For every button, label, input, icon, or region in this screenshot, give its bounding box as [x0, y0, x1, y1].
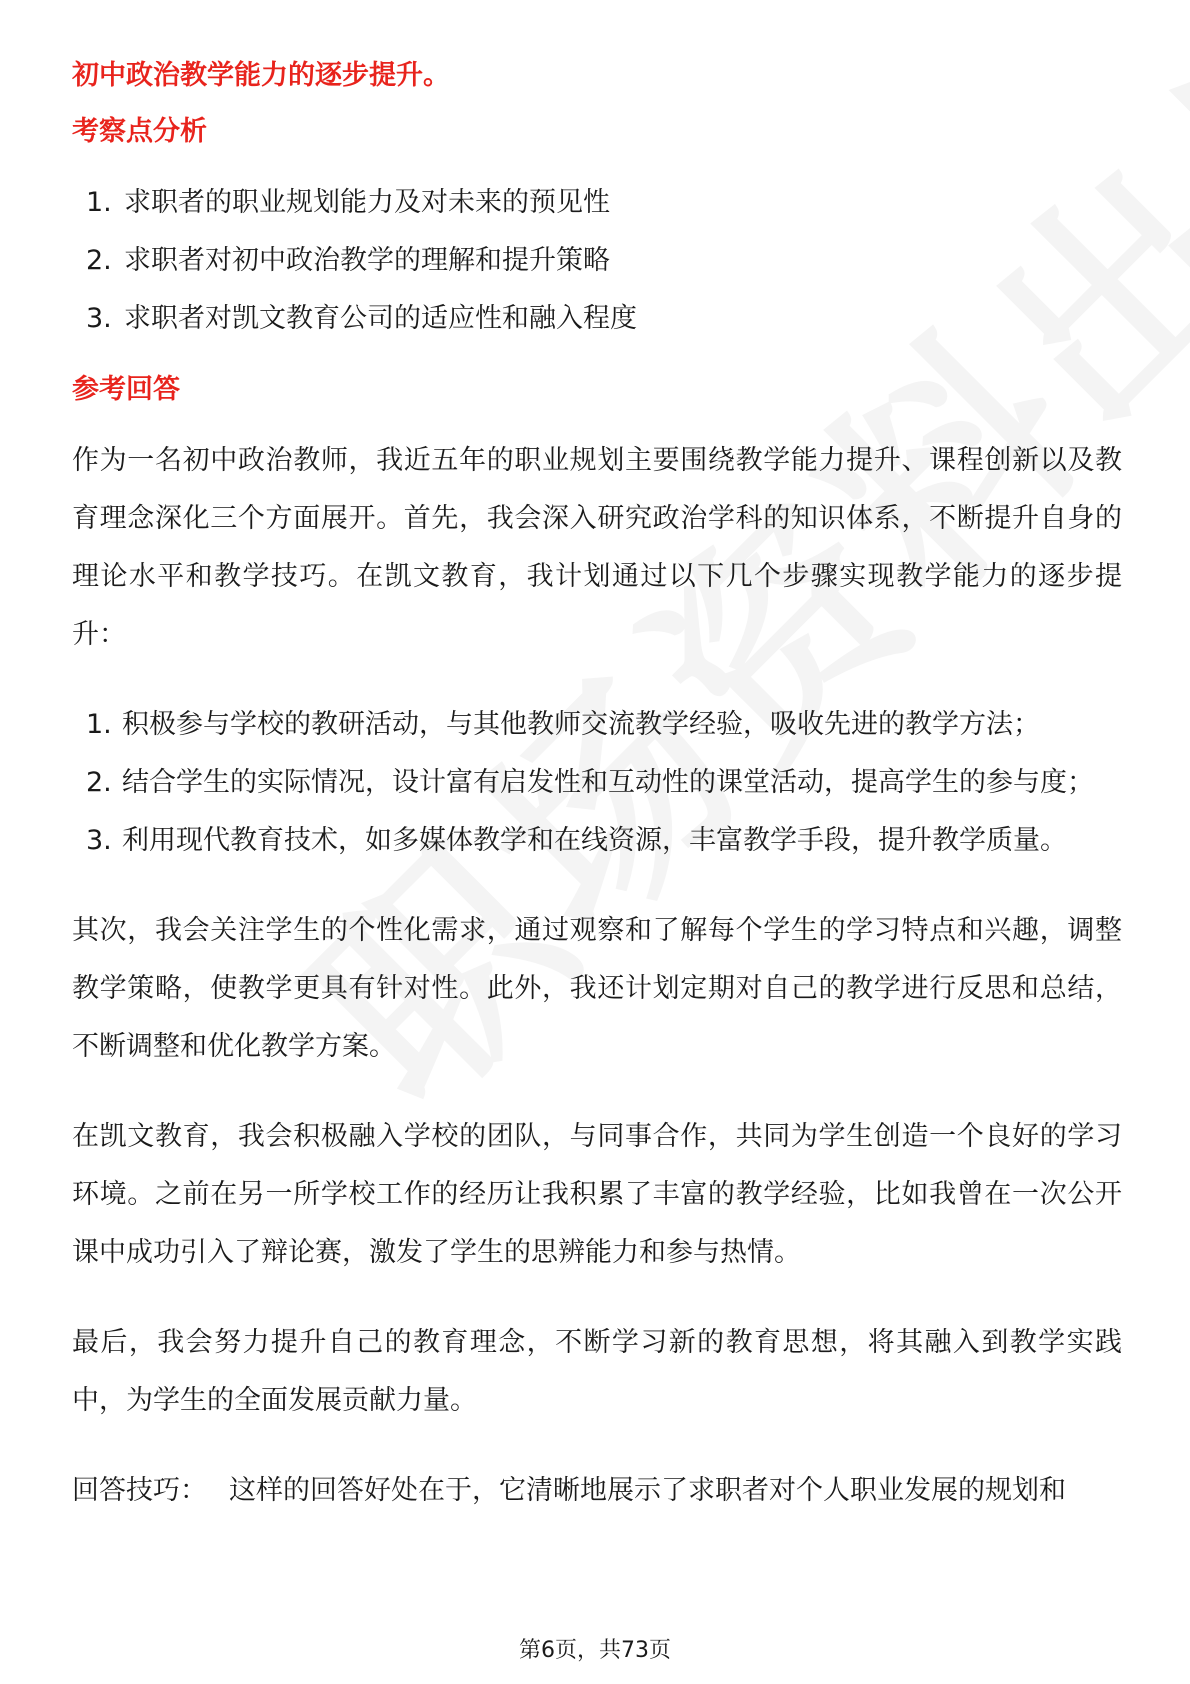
list-item-number: 3.: [86, 303, 112, 334]
list-item-text: 求职者的职业规划能力及对未来的预见性: [124, 187, 610, 218]
list-item: [72, 174, 1122, 232]
list-item-text: 结合学生的实际情况，设计富有启发性和互动性的课堂活动，提高学生的参与度；: [122, 767, 1094, 798]
list-item: [72, 812, 1122, 870]
tip-text: 这样的回答好处在于，它清晰地展示了求职者对个人职业发展的规划和: [229, 1475, 1066, 1506]
analysis-heading: 考察点分析: [72, 116, 207, 147]
content: [72, 56, 1122, 1552]
answer-paragraph-3: 在凯文教育，我会积极融入学校的团队，与同事合作，共同为学生创造一个良好的学习环境。之前在另一所学校工作的经历让我积累了丰富的教学经验，比如我曾在一次公开课中成功引入了辩论赛，激发了学生的思辨能力和参与热情。: [72, 1121, 1122, 1268]
list-item-text: 求职者对初中政治教学的理解和提升策略: [124, 245, 610, 276]
list-item-text: 利用现代教育技术，如多媒体教学和在线资源，丰富教学手段，提升教学质量。: [122, 825, 1067, 856]
tip-label: 回答技巧：: [72, 1475, 207, 1506]
answer-paragraph-1: 作为一名初中政治教师，我近五年的职业规划主要围绕教学能力提升、课程创新以及教育理念深化三个方面展开。首先，我会深入研究政治学科的知识体系，不断提升自身的理论水平和教学技巧。在凯文教育，我计划通过以下几个步骤实现教学能力的逐步提升：: [72, 445, 1122, 650]
list-item: [72, 290, 1122, 348]
list-item-number: 3.: [86, 825, 112, 856]
answer-paragraph-2: 其次，我会关注学生的个性化需求，通过观察和了解每个学生的学习特点和兴趣，调整教学策略，使教学更具有针对性。此外，我还计划定期对自己的教学进行反思和总结，不断调整和优化教学方案。: [72, 915, 1122, 1062]
list-item-text: 积极参与学校的教研活动，与其他教师交流教学经验，吸收先进的教学方法；: [122, 709, 1040, 740]
list-item-text: 求职者对凯文教育公司的适应性和融入程度: [124, 303, 637, 334]
answer-heading: 参考回答: [72, 374, 180, 405]
list-item-number: 1.: [86, 187, 112, 218]
steps-list: [72, 696, 1122, 870]
list-item-number: 2.: [86, 767, 112, 798]
intro-heading: 初中政治教学能力的逐步提升。: [72, 60, 450, 91]
list-item-number: 2.: [86, 245, 112, 276]
list-item-number: 1.: [86, 709, 112, 740]
page-number: 第6页，共73页: [519, 1638, 671, 1663]
answer-tip: [72, 1462, 1122, 1520]
answer-paragraph-4: 最后，我会努力提升自己的教育理念，不断学习新的教育思想，将其融入到教学实践中，为学生的全面发展贡献力量。: [72, 1327, 1122, 1416]
list-item: [72, 696, 1122, 754]
list-item: [72, 232, 1122, 290]
list-item: [72, 754, 1122, 812]
analysis-list: [72, 174, 1122, 348]
